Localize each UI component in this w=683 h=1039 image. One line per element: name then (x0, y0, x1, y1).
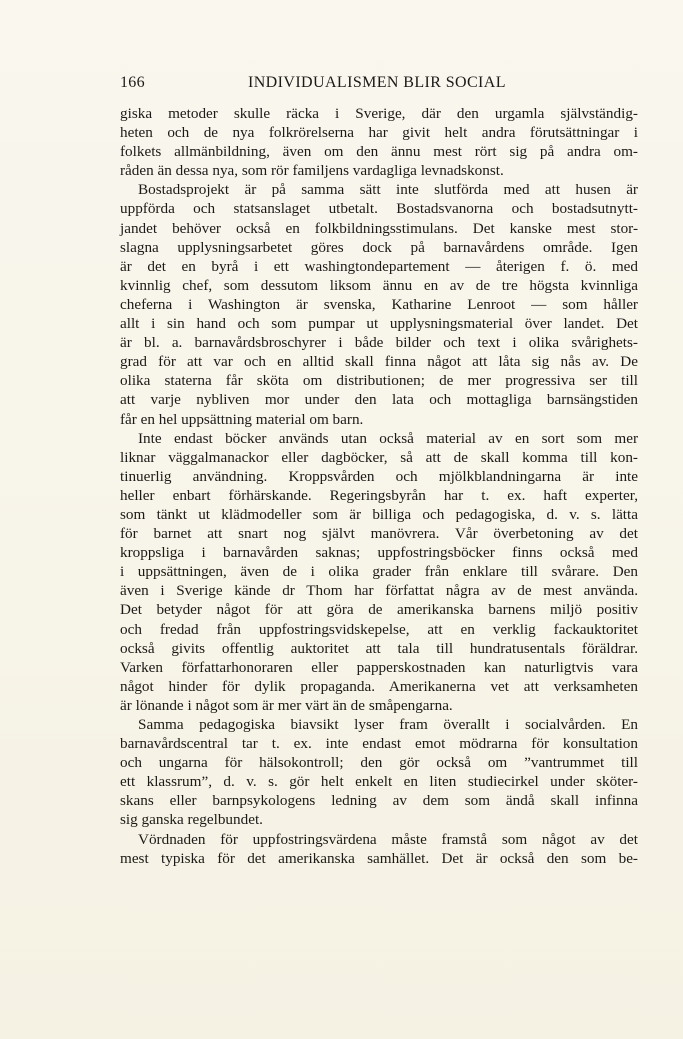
page-number: 166 (120, 74, 145, 91)
text-line: kvinnlig chef, som dessutom liksom ännu en av de tre högsta kvinnliga (120, 276, 638, 294)
text-line: uppförda och statsanslaget utbetalt. Bostadsvanorna och bostadsutnytt- (120, 200, 638, 218)
text-line: slagna upplysningsarbetet göres dock på barnavårdens område. Igen (120, 238, 638, 256)
text-line: liknar väggalmanackor eller dagböcker, så att de skall komma till kon- (120, 448, 638, 466)
text-line: Bostadsprojekt är på samma sätt inte slutförda med att husen är (138, 181, 638, 199)
text-line: jandet behöver också en folkbildningsstimulans. Det kanske mest stor- (120, 219, 638, 237)
text-line: mest typiska för det amerikanska samhället. Det är också den som be- (120, 849, 638, 867)
text-line: råden än dessa nya, som rör familjens vardagliga levnadskonst. (120, 162, 504, 180)
text-line: Vördnaden för uppfostringsvärdena måste framstå som något av det (138, 830, 638, 848)
text-line: i uppsättningen, även de i olika grader från enklare till svårare. Den (120, 563, 638, 581)
text-line: är lönande i något som är mer värt än de småpengarna. (120, 696, 453, 714)
text-line: giska metoder skulle räcka i Sverige, där den urgamla självständig- (120, 105, 638, 122)
text-line: skans eller barnpsykologens ledning av dem som ändå skall infinna (120, 792, 638, 810)
text-line: får en hel uppsättning material om barn. (120, 410, 364, 428)
text-line: heten och de nya folkrörelserna har givit helt andra förutsättningar i (120, 124, 638, 142)
text-line: att varje nybliven mor under den lata och mottagliga barnsängstiden (120, 391, 638, 409)
text-line: för barnet att snart nog självt manövrera. Vår överbetoning av det (120, 525, 638, 543)
text-line: också givits offentlig auktoritet att tala till hundratusentals föräldrar. (120, 639, 638, 657)
text-line: är bl. a. barnavårdsbroschyrer i både bilder och text i olika svårighets- (120, 334, 638, 352)
text-line: och fredad från uppfostringsvidskepelse, att en verklig fackauktoritet (120, 620, 638, 638)
text-line: ett klassrum”, d. v. s. gör helt enkelt en liten studiecirkel under sköter- (120, 773, 638, 791)
text-line: som tänkt ut klädmodeller som är billiga och pedagogiska, d. v. s. lätta (120, 505, 638, 523)
text-line: Inte endast böcker används utan också material av en sort som mer (138, 429, 638, 447)
text-line: cheferna i Washington är svenska, Katharine Lenroot — som håller (120, 295, 638, 313)
text-line: barnavårdscentral tar t. ex. inte endast emot mödrarna för konsultation (120, 735, 638, 753)
text-line: något hinder för dylik propaganda. Amerikanerna vet att verksamheten (120, 677, 638, 695)
body-text (120, 104, 638, 868)
text-line: tinuerlig användning. Kroppsvården och mjölkblandningarna är inte (120, 467, 638, 485)
text-line: allt i sin hand och som pumpar ut upplysningsmaterial över landet. Det (120, 315, 638, 333)
text-line: Det betyder något för att göra de amerikanska barnens miljö positiv (120, 601, 638, 619)
running-head: INDIVIDUALISMEN BLIR SOCIAL (248, 74, 506, 91)
text-line: heller enbart förhärskande. Regeringsbyrån har t. ex. haft experter, (120, 486, 638, 504)
text-line: folkets allmänbildning, även om den ännu mest rört sig på andra om- (120, 143, 638, 161)
text-line: är det en byrå i ett washingtondepartement — återigen f. ö. med (120, 257, 638, 275)
text-line: även i Sverige kände dr Thom har författat några av de mest använda. (120, 582, 638, 600)
text-line: grad för att var och en alltid skall finna något att låta sig nås av. De (120, 353, 638, 371)
text-line: sig ganska regelbundet. (120, 811, 263, 829)
page-header (120, 74, 638, 96)
text-line: och ungarna för hälsokontroll; den gör också om ”vantrummet till (120, 754, 638, 772)
text-line: Samma pedagogiska biavsikt lyser fram överallt i socialvården. En (138, 716, 638, 733)
text-line: Varken författarhonoraren eller papperskostnaden kan naturligtvis vara (120, 658, 638, 676)
text-line: kroppsliga i barnavården saknas; uppfostringsböcker finns också med (120, 544, 638, 562)
text-line: olika staterna får sköta om distributionen; de mer progressiva ser till (120, 372, 638, 390)
